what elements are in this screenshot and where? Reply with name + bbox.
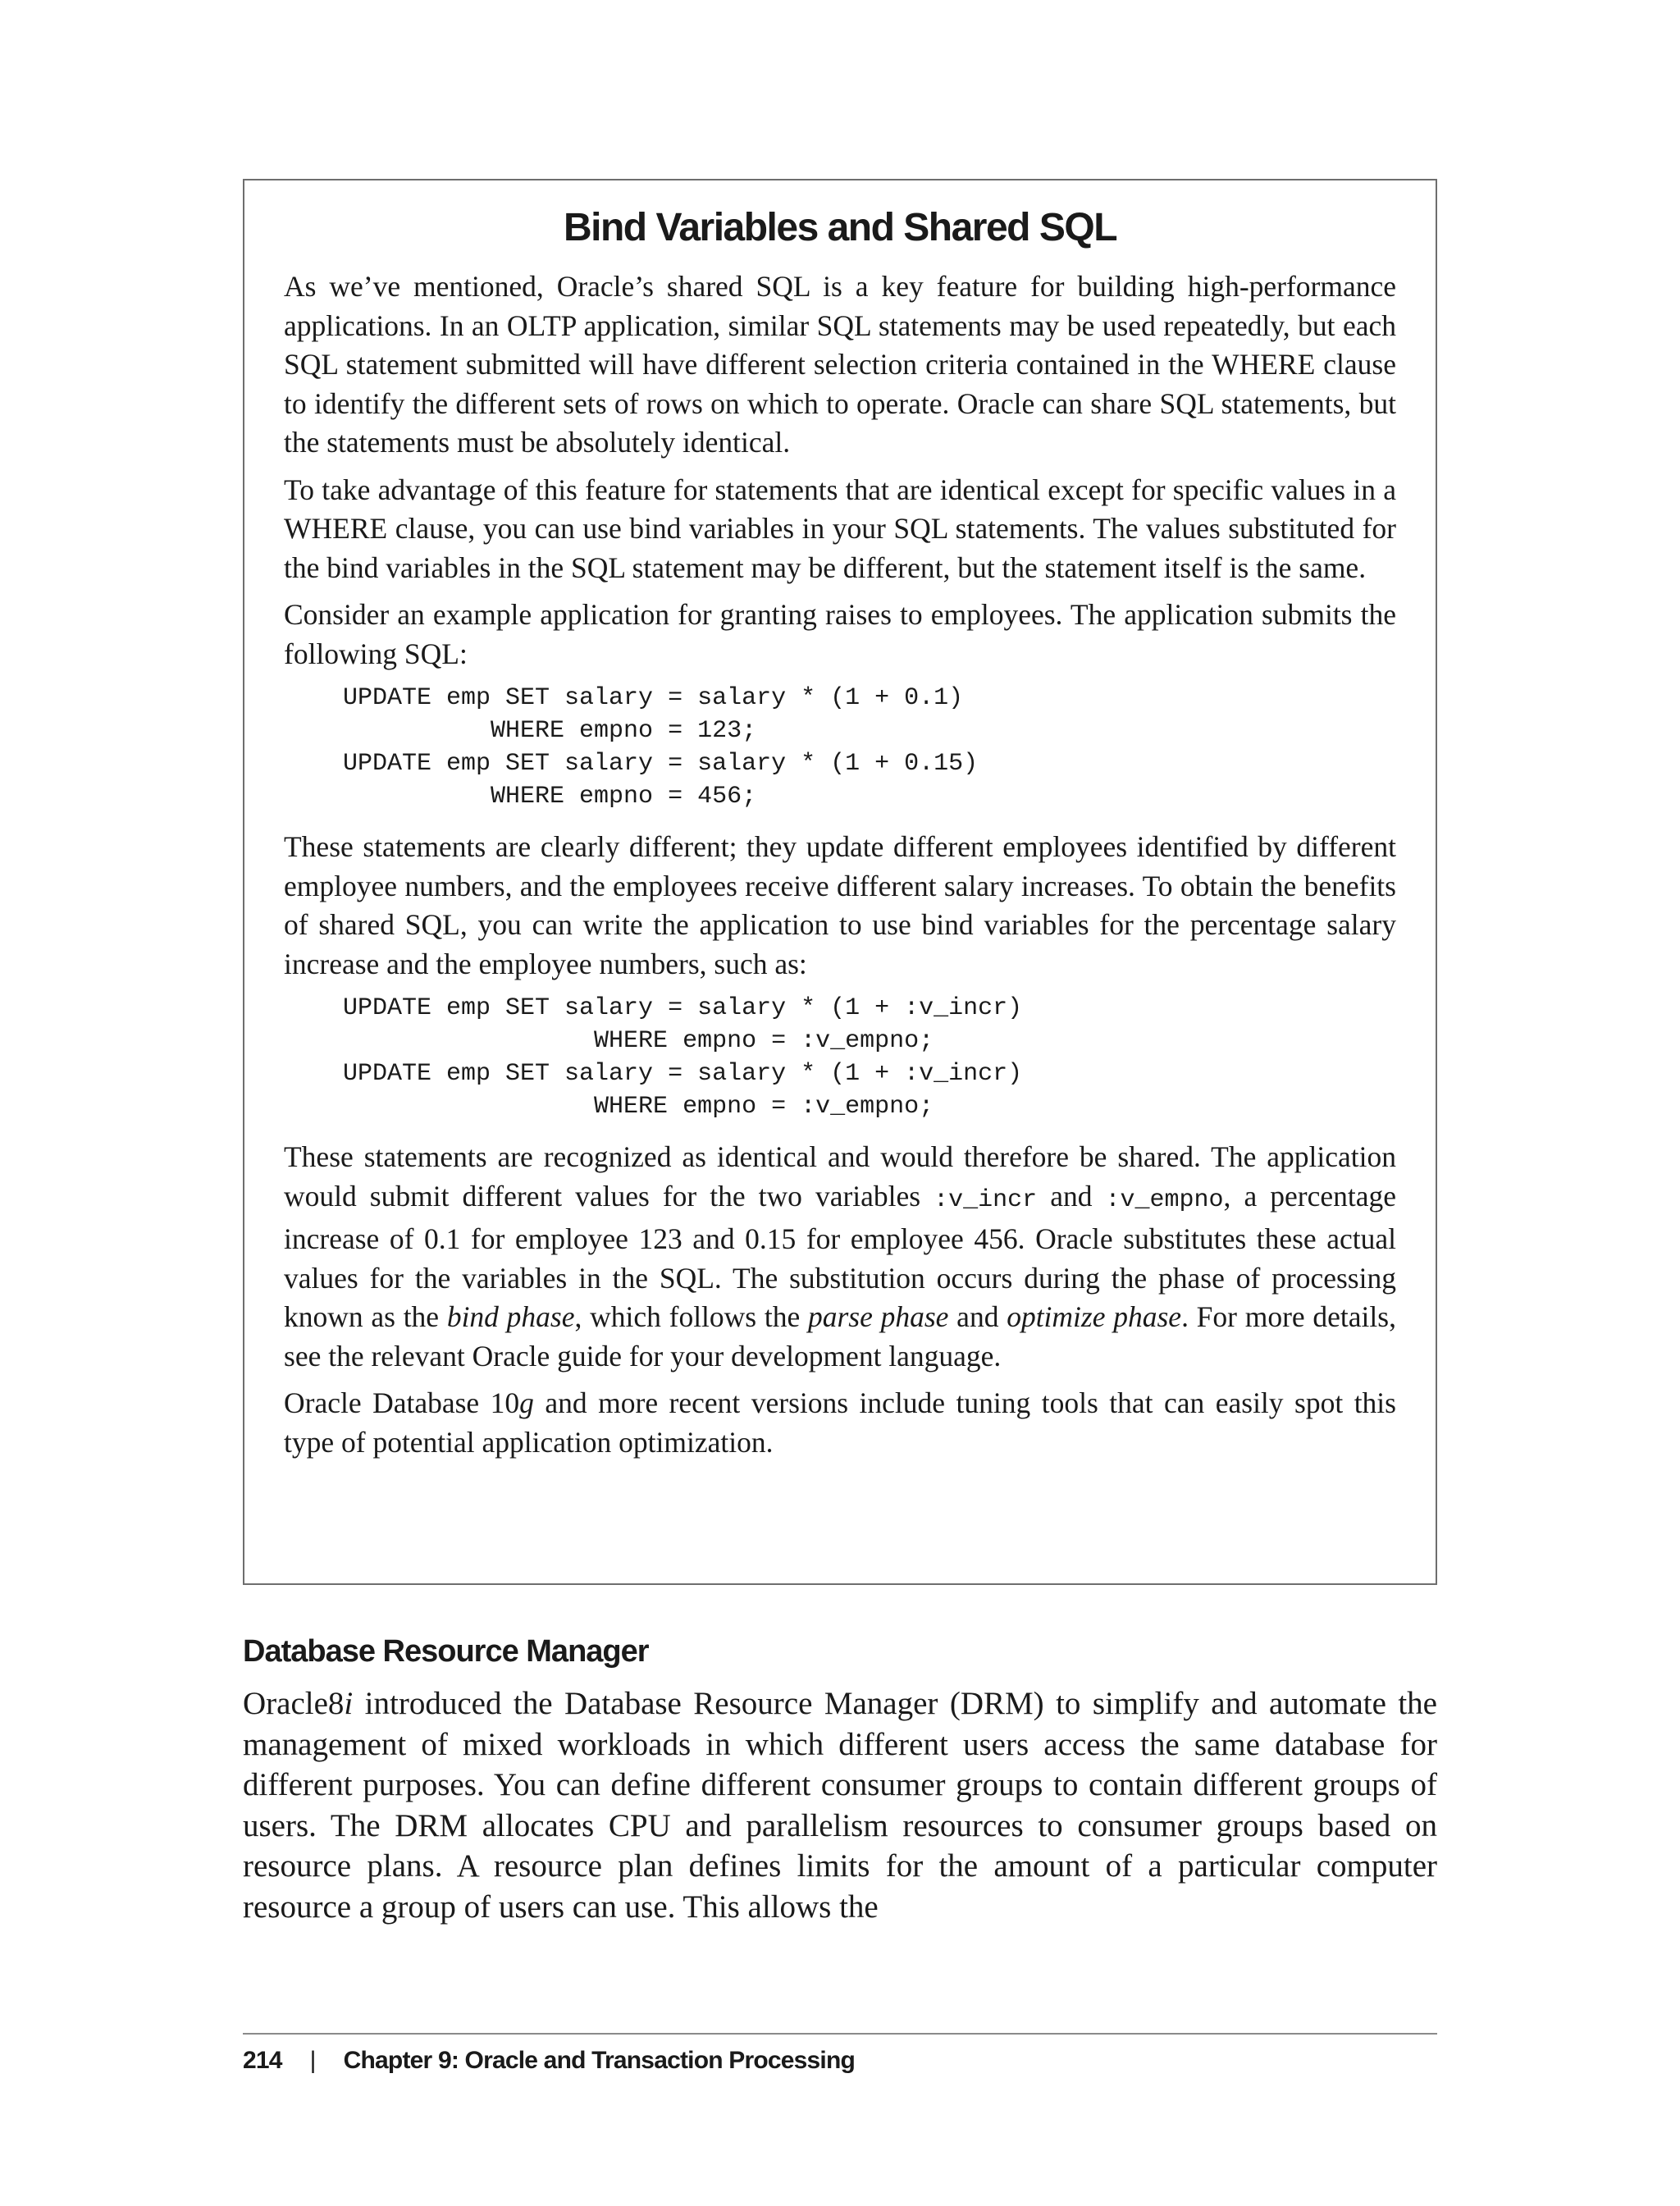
p5-text-a: These statements are recognized as identical and would therefore be shared. The application would submit different values for the two variables	[284, 1140, 1396, 1213]
sidebar-box	[243, 179, 1437, 1585]
p5-text-c: , a percentage increase of 0.1 for employee 123 and 0.15 for employee 456. Oracle substitutes these actual values for the variables in the SQL. The substitution occurs during the phase of processing known as the	[284, 1179, 1396, 1333]
page-number: 214	[243, 2047, 282, 2074]
inline-code-v-empno: :v_empno	[1105, 1185, 1224, 1214]
p5-text-b: and	[1037, 1179, 1106, 1213]
version-suffix-i: i	[344, 1686, 354, 1721]
p6-text-b: and more recent versions include tuning tools that can easily spot this type of potential application optimization.	[284, 1386, 1396, 1459]
p5-text-f: . For more details, see the relevant Oracle guide for your development language.	[284, 1300, 1396, 1372]
p6-text-a: Oracle Database 10	[284, 1386, 520, 1419]
code-example-literals: UPDATE emp SET salary = salary * (1 + 0.1) WHERE empno = 123; UPDATE emp SET salary = salary * (1 + 0.15) WHERE empno = 456;	[343, 684, 979, 811]
page-footer	[243, 2044, 855, 2077]
p5-text-e: and	[948, 1300, 1007, 1333]
sidebar-title: Bind Variables and Shared SQL	[563, 206, 1117, 249]
footer-separator: |	[309, 2047, 316, 2074]
sidebar-paragraph-2: To take advantage of this feature for statements that are identical except for specific values in a WHERE clause, you can use bind variables in your SQL statements. The values substituted for the bind variables in the SQL statement may be different, but the statement itself is the same.	[284, 473, 1396, 584]
sidebar-paragraph-1: As we’ve mentioned, Oracle’s shared SQL is a key feature for building high-performance applications. In an OLTP application, similar SQL statements may be used repeatedly, but each SQL statement submitted will have different selection criteria contained in the WHERE clause to identify the different sets of rows on which to operate. Oracle can share SQL statements, but the statements must be absolutely identical.	[284, 270, 1396, 459]
code-example-bind-variables: UPDATE emp SET salary = salary * (1 + :v_incr) WHERE empno = :v_empno; UPDATE emp SET salary = salary * (1 + :v_incr) WHERE empno = :v_empno;	[343, 994, 1023, 1121]
section-text-a: Oracle8	[243, 1686, 345, 1721]
sidebar-paragraph-4: These statements are clearly different; they update different employees identified by different employee numbers, and the employees receive different salary increases. To obtain the benefits of shared SQL, you can write the application to use bind variables for the percentage salary increase and the employee numbers, such as:	[284, 830, 1396, 980]
footer-rule	[243, 2033, 1437, 2035]
chapter-title: Chapter 9: Oracle and Transaction Processing	[343, 2047, 856, 2074]
sidebar-paragraph-5	[284, 1138, 1396, 1376]
inline-code-v-incr: :v_incr	[934, 1185, 1038, 1214]
term-optimize-phase: optimize phase	[1007, 1300, 1182, 1333]
section-text-b: introduced the Database Resource Manager (DRM) to simplify and automate the management of mixed workloads in which different users access the same database for different purposes. You can define different consumer groups to contain different groups of users. The DRM allocates CPU and parallelism resources to consumer groups based on resource plans. A resource plan defines limits for the amount of a particular computer resource a group of users can use. This allows the	[243, 1686, 1437, 1925]
version-suffix-g: g	[519, 1386, 534, 1419]
section-paragraph	[243, 1683, 1437, 1927]
p5-text-d: , which follows the	[574, 1300, 808, 1333]
term-parse-phase: parse phase	[807, 1300, 949, 1333]
term-bind-phase: bind phase	[446, 1300, 575, 1333]
section-heading: Database Resource Manager	[243, 1634, 649, 1669]
sidebar-paragraph-3: Consider an example application for granting raises to employees. The application submits the following SQL:	[284, 598, 1396, 670]
sidebar-paragraph-6	[284, 1384, 1396, 1462]
